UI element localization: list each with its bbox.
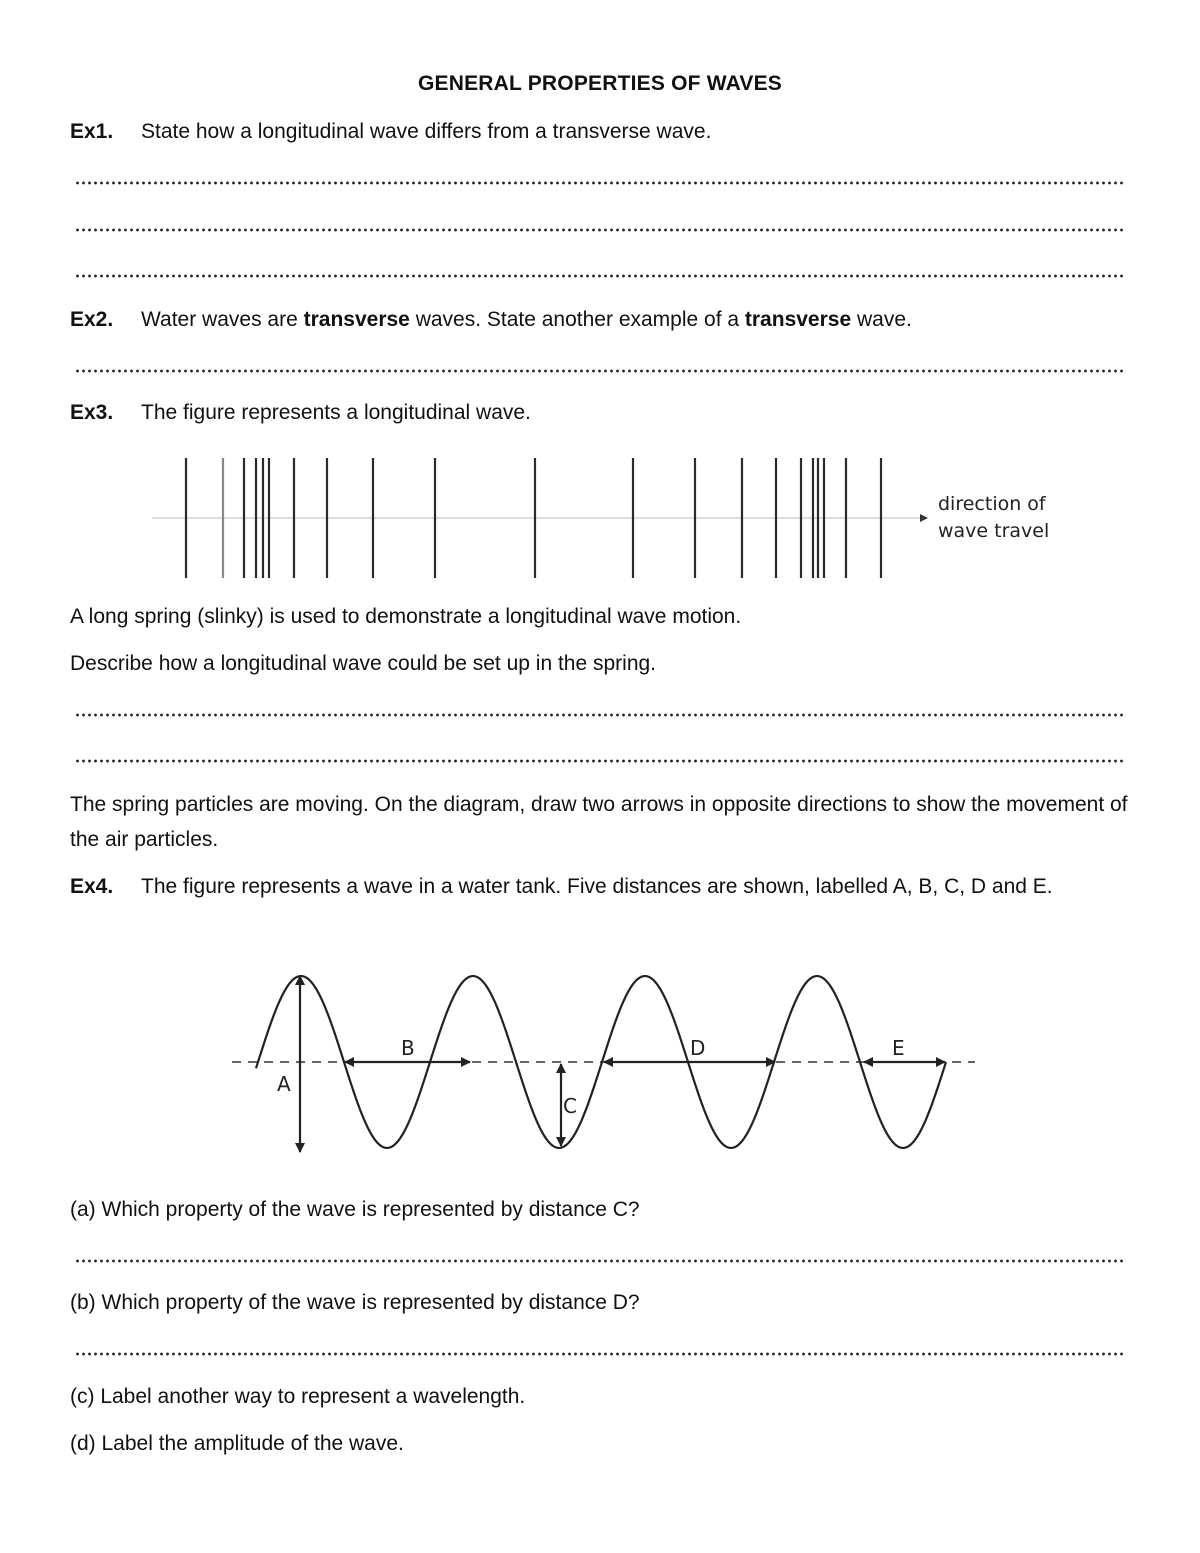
- ex4-question-a: (a) Which property of the wave is represented by distance C?: [70, 1198, 640, 1221]
- ex4-question: The figure represents a wave in a water tank. Five distances are shown, labelled A, B, C, D and E.: [141, 875, 1053, 898]
- ex2-question-part3: wave.: [851, 308, 912, 331]
- ex2-question-row: [70, 305, 912, 335]
- ex2-question-part2: waves. State another example of a: [409, 308, 745, 331]
- ex4-question-b: (b) Which property of the wave is represented by distance D?: [70, 1291, 640, 1314]
- label-c: C: [563, 1094, 577, 1118]
- ex4-answer-line-b[interactable]: [76, 1352, 1126, 1356]
- direction-label-line1: direction of: [938, 493, 1046, 515]
- axis-arrow-head: [920, 514, 928, 522]
- ex3-describe-question: Describe how a longitudinal wave could be set up in the spring.: [70, 652, 657, 675]
- ex1-answer-line-1[interactable]: [76, 181, 1126, 185]
- ex4-question-d: (d) Label the amplitude of the wave.: [70, 1432, 404, 1455]
- ex2-question-part1: Water waves are: [141, 308, 304, 331]
- ex4-question-c: (c) Label another way to represent a wavelength.: [70, 1385, 526, 1408]
- ex1-answer-line-3[interactable]: [76, 274, 1126, 278]
- label-b: B: [401, 1036, 415, 1060]
- ex2-bold-transverse-2: transverse: [744, 308, 852, 331]
- ex3-question: The figure represents a longitudinal wave.: [141, 401, 531, 424]
- label-e: E: [892, 1036, 905, 1060]
- ex3-answer-line-1[interactable]: [76, 713, 1126, 717]
- ex1-question-row: [70, 117, 711, 147]
- label-a: A: [277, 1072, 291, 1096]
- label-d: D: [690, 1036, 706, 1060]
- ex1-label: Ex1.: [70, 120, 114, 143]
- longitudinal-wave-figure: [0, 450, 1200, 590]
- ex3-label: Ex3.: [70, 401, 114, 424]
- ex1-question: State how a longitudinal wave differs from a transverse wave.: [141, 120, 712, 143]
- water-wave-figure: [0, 950, 1200, 1180]
- ex1-answer-line-2[interactable]: [76, 228, 1126, 232]
- ex3-particles-instruction: The spring particles are moving. On the diagram, draw two arrows in opposite directions to show the movement of the air particles.: [70, 793, 1128, 851]
- ex3-spring-statement: A long spring (slinky) is used to demonstrate a longitudinal wave motion.: [70, 605, 742, 628]
- ex4-answer-line-a[interactable]: [76, 1259, 1126, 1263]
- page-title: GENERAL PROPERTIES OF WAVES: [417, 72, 782, 95]
- ex3-question-row: [70, 398, 531, 428]
- ex4-question-row: [70, 869, 1130, 904]
- ex2-label: Ex2.: [70, 308, 114, 331]
- ex3-answer-line-2[interactable]: [76, 759, 1126, 763]
- ex2-answer-line[interactable]: [76, 369, 1126, 373]
- ex2-bold-transverse-1: transverse: [303, 308, 410, 331]
- direction-label-line2: wave travel: [938, 520, 1050, 542]
- ex4-label: Ex4.: [70, 875, 114, 898]
